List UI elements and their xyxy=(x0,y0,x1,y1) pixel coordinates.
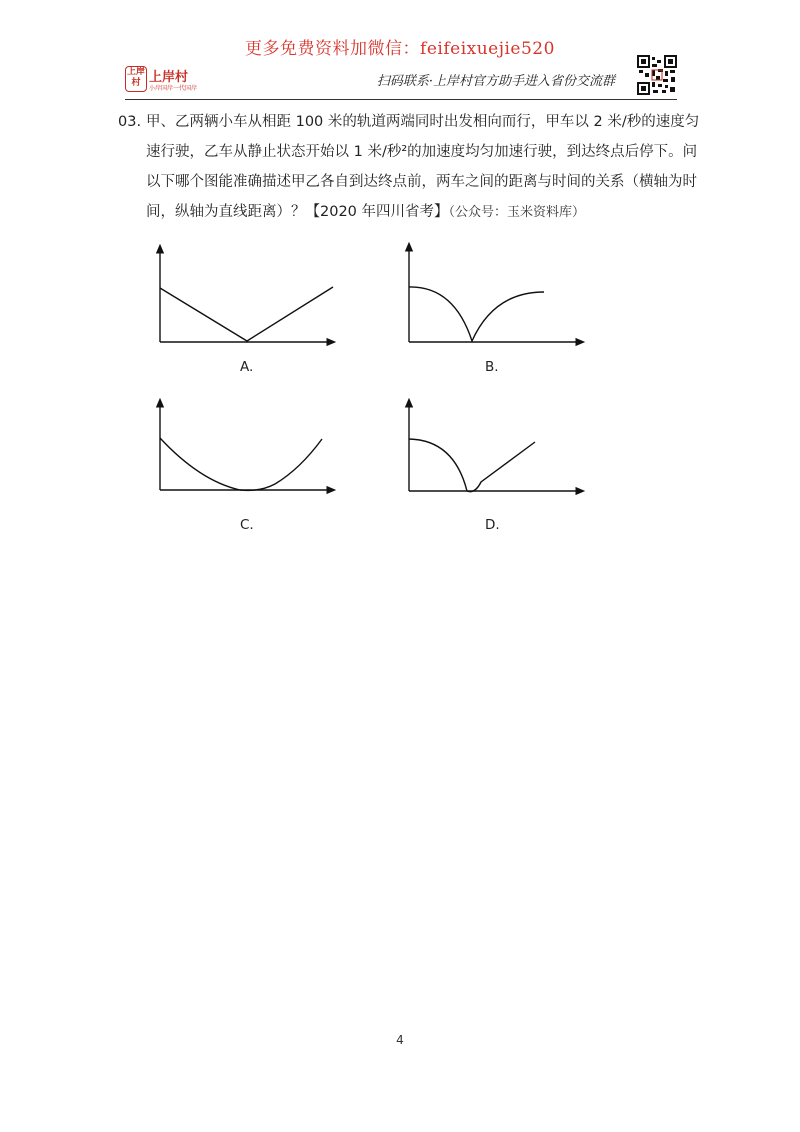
option-b-graph xyxy=(399,240,589,348)
option-a-label: A. xyxy=(240,359,254,375)
option-b-svg xyxy=(399,240,589,348)
source-note: （公众号：玉米资料库） xyxy=(448,205,586,220)
header-contact-text: 扫码联系·上岸村官方助手进入省份交流群 xyxy=(376,74,615,89)
option-a-svg xyxy=(150,242,340,348)
logo-slogan: 小岸国岸一代国岸 xyxy=(149,85,198,92)
page-number: 4 xyxy=(396,1033,404,1047)
option-b-label: B. xyxy=(485,359,499,375)
header-divider xyxy=(125,99,677,100)
logo-name: 上岸村 xyxy=(149,70,189,85)
option-d-label: D. xyxy=(485,517,500,533)
question-text xyxy=(146,107,700,228)
question-number: 03. xyxy=(118,114,142,130)
logo-seal-icon: 上岸村 xyxy=(125,66,147,92)
qr-code-icon xyxy=(637,55,677,95)
distance-curve xyxy=(409,439,535,492)
watermark-banner: 更多免费资料加微信：feifeixuejie520 xyxy=(245,39,555,59)
distance-curve xyxy=(160,438,322,490)
question-line-3: 以下哪个图能准确描述甲乙各自到达终点前，两车之间的距离与时间的关系（横轴为时 xyxy=(146,174,697,190)
option-d-graph xyxy=(399,396,589,496)
option-c-svg xyxy=(150,396,340,496)
option-d-svg xyxy=(399,396,589,496)
option-a-graph xyxy=(150,242,340,348)
distance-curve xyxy=(160,287,333,341)
page-header xyxy=(125,58,677,98)
option-c-graph xyxy=(150,396,340,496)
distance-curve xyxy=(409,287,544,341)
question-line-1: 甲、乙两辆小车从相距 100 米的轨道两端同时出发相向而行，甲车以 2 米/秒的速度匀 xyxy=(146,114,700,130)
question-line-2: 速行驶，乙车从静止状态开始以 1 米/秒²的加速度均匀加速行驶，到达终点后停下。问 xyxy=(146,144,698,160)
brand-logo xyxy=(125,64,205,96)
option-c-label: C. xyxy=(240,517,254,533)
question-line-4: 间，纵轴为直线距离）？【2020 年四川省考】（公众号：玉米资料库） xyxy=(146,204,586,220)
